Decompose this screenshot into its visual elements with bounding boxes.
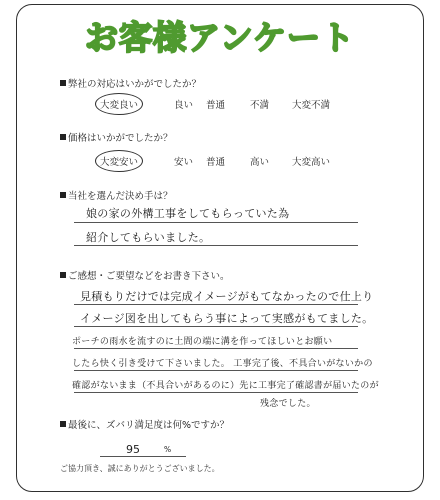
q4-answer-line-5: 確認がないまま（不具合いがあるのに）先に工事完了確認書が届いたのが xyxy=(72,381,379,391)
bullet-square-icon xyxy=(60,272,66,278)
question-2 xyxy=(60,130,173,144)
footer-thanks: ご協力頂き、誠にありがとうございました。 xyxy=(60,464,220,473)
question-1-options xyxy=(60,97,360,115)
answer-rule xyxy=(74,245,358,246)
satisfaction-unit: % xyxy=(164,445,172,454)
q2-option-4[interactable]: 高い xyxy=(250,157,270,168)
q4-answer-line-6: 残念でした。 xyxy=(260,399,316,409)
bullet-square-icon xyxy=(60,421,66,427)
q4-answer-line-3: ポーチの雨水を流すのに土間の端に溝を作ってほしいとお願い xyxy=(72,337,333,347)
question-5-text: 最後に、ズバリ満足度は何%ですか？ xyxy=(68,420,230,431)
answer-rule xyxy=(74,304,358,305)
question-4-text: ご感想・ご要望などをお書き下さい。 xyxy=(68,271,230,282)
q1-option-5[interactable]: 大変不満 xyxy=(292,100,331,111)
bullet-square-icon xyxy=(60,134,66,140)
q2-option-1[interactable]: 大変安い xyxy=(100,154,138,168)
question-1-text: 弊社の対応はいかがでしたか？ xyxy=(68,79,202,90)
question-3-text: 当社を選んだ決め手は？ xyxy=(68,191,173,202)
answer-rule xyxy=(74,326,358,327)
q1-option-2[interactable]: 良い xyxy=(174,100,194,111)
answer-rule xyxy=(74,222,358,223)
q3-answer-line-2: 紹介してもらいました。 xyxy=(86,231,211,244)
question-3 xyxy=(60,188,173,202)
question-5 xyxy=(60,417,229,431)
question-2-options xyxy=(60,154,360,172)
satisfaction-value: 95 xyxy=(126,443,140,456)
question-4 xyxy=(60,268,230,282)
page-title: お客様アンケート xyxy=(84,18,356,57)
q4-answer-line-2: イメージ図を出してもらう事によって実感がもてました。 xyxy=(80,312,374,325)
q1-option-4[interactable]: 不満 xyxy=(250,100,270,111)
q2-option-3[interactable]: 普通 xyxy=(206,157,226,168)
question-2-text: 価格はいかがでしたか？ xyxy=(68,133,173,144)
q1-option-1[interactable]: 大変良い xyxy=(100,97,138,111)
answer-rule xyxy=(74,392,358,393)
answer-rule xyxy=(74,348,358,349)
q2-option-2[interactable]: 安い xyxy=(174,157,194,168)
q3-answer-line-1: 娘の家の外構工事をしてもらっていた為 xyxy=(86,207,290,220)
bullet-square-icon xyxy=(60,192,66,198)
question-1 xyxy=(60,76,201,90)
answer-rule xyxy=(74,370,358,371)
q4-answer-line-4: したら快く引き受けて下さいました。 工事完了後、不具合いがないかの xyxy=(72,359,373,369)
q2-option-5[interactable]: 大変高い xyxy=(292,157,331,168)
bullet-square-icon xyxy=(60,80,66,86)
q1-option-3[interactable]: 普通 xyxy=(206,100,226,111)
satisfaction-underline xyxy=(100,456,186,457)
q4-answer-line-1: 見積もりだけでは完成イメージがもてなかったので仕上り xyxy=(80,290,374,303)
